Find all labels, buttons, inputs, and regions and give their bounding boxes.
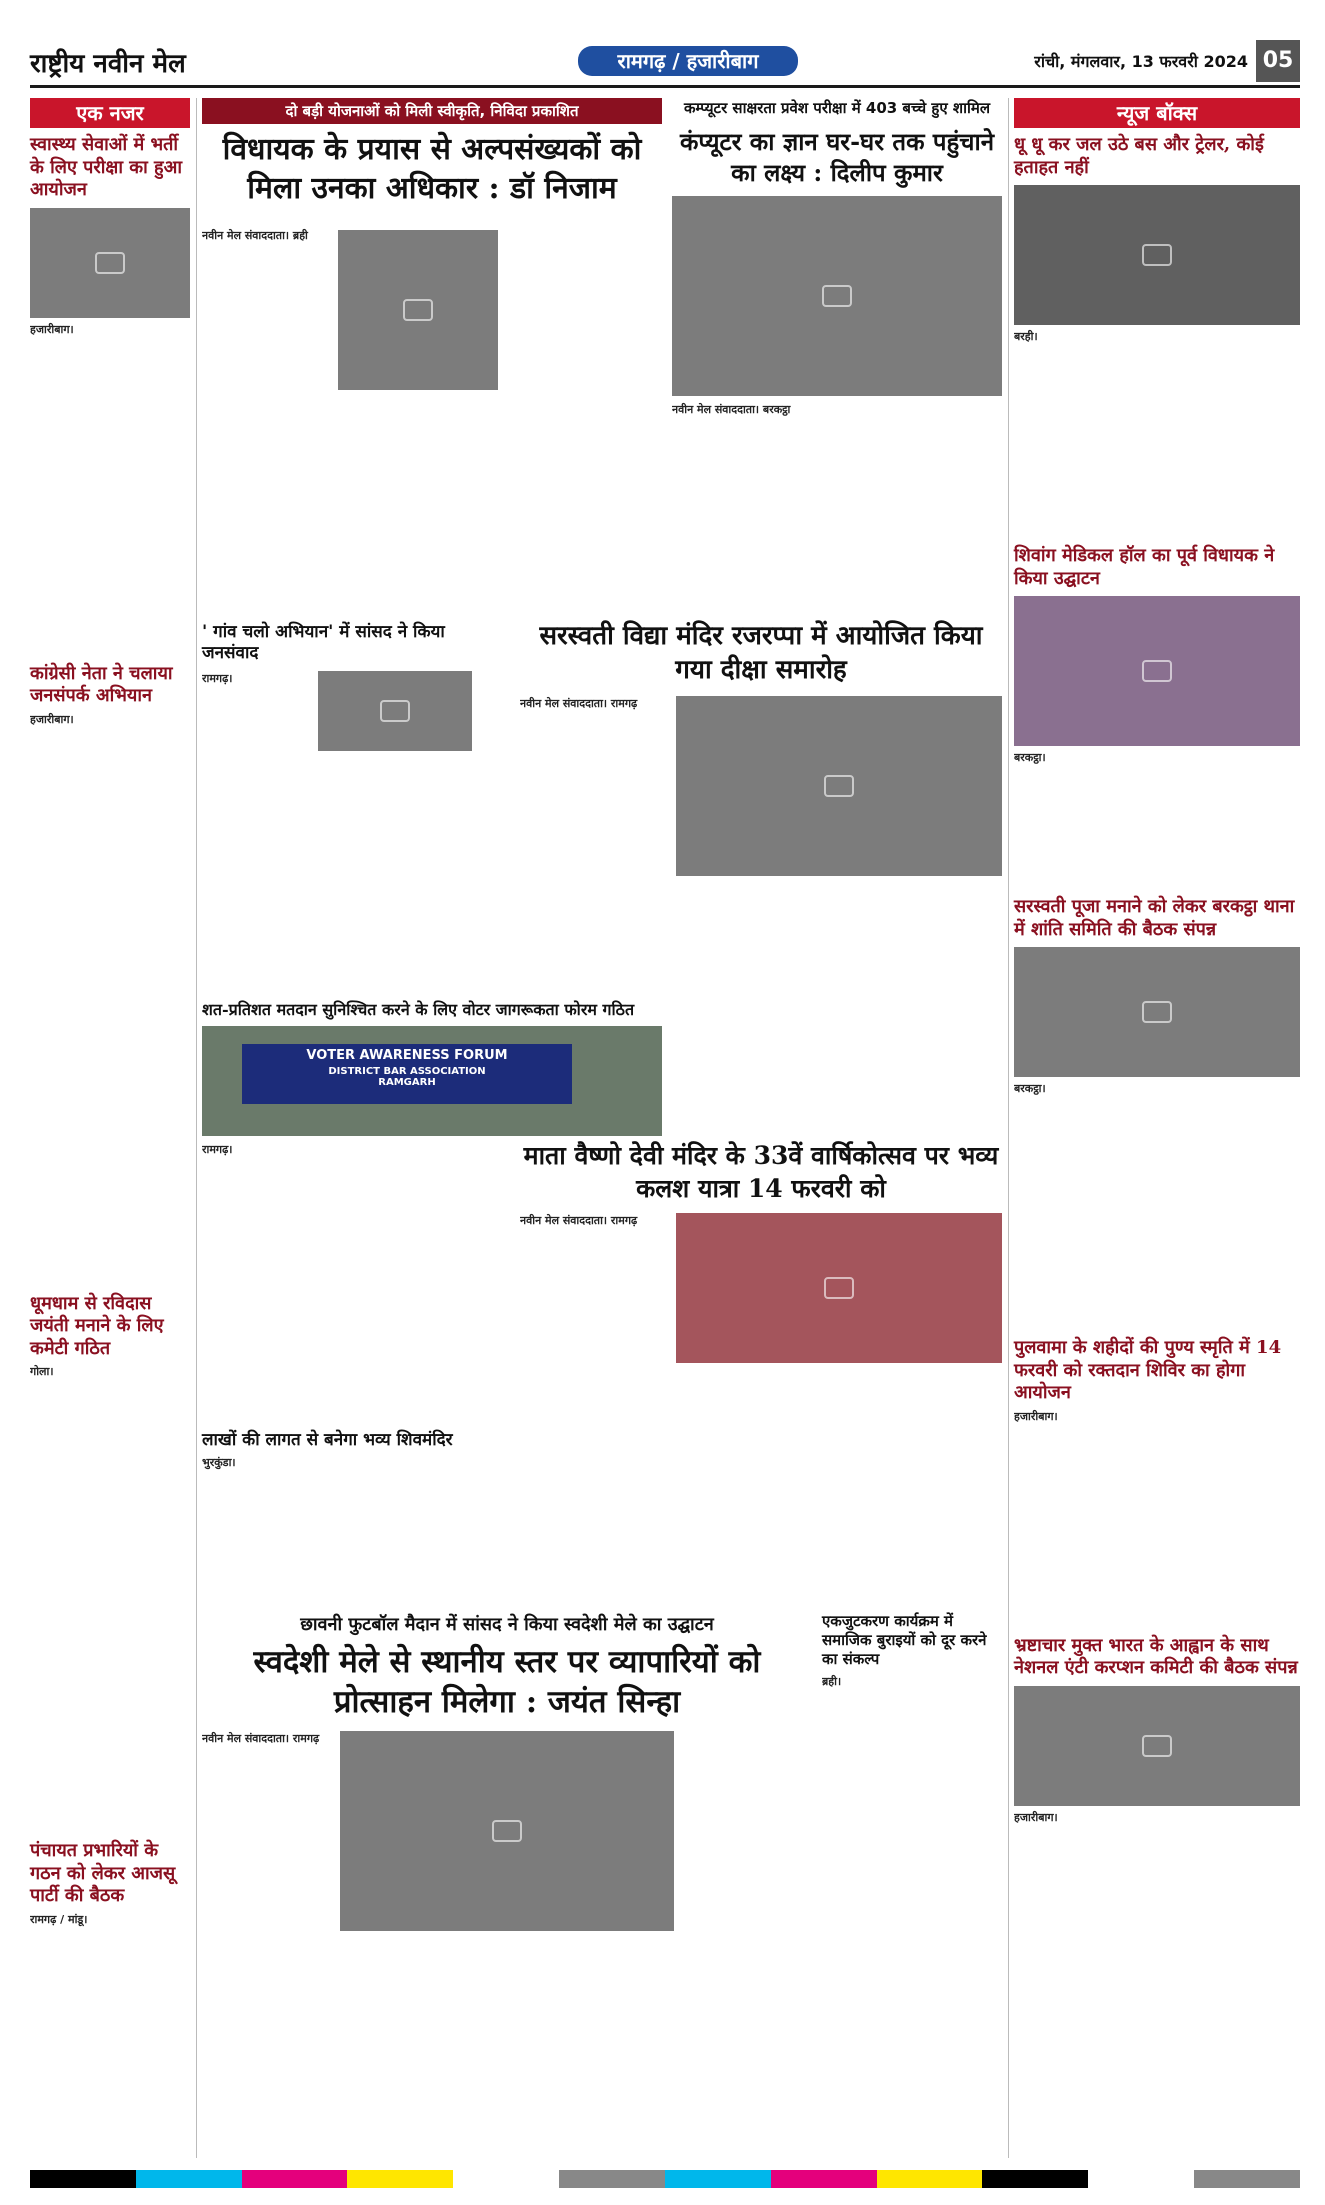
vaishno-body-1: नवीन मेल संवाददाता। रामगढ़ — [520, 1214, 638, 1227]
swadeshi-headline: स्वदेशी मेले से स्थानीय स्तर पर व्यापारियों को प्रोत्साहन मिलेगा : जयंत सिन्हा — [253, 1644, 761, 1721]
swadeshi-body-3 — [511, 1937, 674, 2131]
left-column — [30, 98, 190, 2158]
vaishno-body-2 — [676, 1369, 836, 1573]
saraswati-body-2 — [676, 882, 836, 1096]
left-story-3-body: गोला। — [30, 1365, 54, 1378]
right-column — [1014, 98, 1300, 2158]
computer-body-1: नवीन मेल संवाददाता। बरकट्ठा — [672, 403, 791, 417]
saraswati-story — [520, 620, 1002, 1130]
swadeshi-body-1: नवीन मेल संवाददाता। रामगढ़ — [202, 1731, 320, 1745]
swadeshi-kicker: छावनी फुटबॉल मैदान में सांसद ने किया स्वदेशी मेले का उद्घाटन — [300, 1614, 714, 1635]
vaishno-story — [520, 1140, 1002, 1610]
voter-body: रामगढ़। — [202, 1143, 233, 1156]
issue-dateline: रांची, मंगलवार, 13 फरवरी 2024 — [1034, 52, 1248, 71]
column-divider — [196, 98, 197, 2158]
left-story-2-title: कांग्रेसी नेता ने चलाया जनसंपर्क अभियान — [30, 662, 173, 706]
swadeshi-photo — [340, 1731, 674, 1931]
section-tag: रामगढ़ / हजारीबाग — [578, 46, 798, 76]
right-story-4-title: पुलवामा के शहीदों की पुण्य स्मृति में 14 फरवरी को रक्तदान शिविर का होगा आयोजन — [1014, 1337, 1282, 1403]
image-icon — [492, 1820, 522, 1842]
right-story-1-photo — [1014, 185, 1300, 325]
vaishno-headline: माता वैष्णो देवी मंदिर के 33वें वार्षिकोत्सव पर भव्य कलश यात्रा 14 फरवरी को — [523, 1141, 999, 1203]
left-story-3-title: धूमधाम से रविदास जयंती मनाने के लिए कमेटी गठित — [30, 1292, 164, 1359]
gaon-photo — [318, 671, 472, 751]
ekta-body: ब्रही। — [822, 1675, 842, 1689]
left-story-1-body: हजारीबाग। — [30, 322, 74, 336]
right-story-3-photo — [1014, 947, 1300, 1077]
lead-portrait-photo — [338, 230, 498, 390]
image-icon — [403, 299, 433, 321]
image-icon — [1142, 1001, 1172, 1023]
right-story-5-title: भ्रष्टाचार मुक्त भारत के आह्वान के साथ नेशनल एंटी करप्शन कमिटी की बैठक संपन्न — [1014, 1634, 1298, 1678]
image-icon — [824, 1277, 854, 1299]
ekta-headline: एकजुटकरण कार्यक्रम में समाजिक बुराइयों को दूर करने का संकल्प — [822, 1612, 987, 1668]
masthead — [30, 40, 1300, 88]
computer-headline: कंप्यूटर का ज्ञान घर-घर तक पहुंचाने का लक्ष्य : दिलीप कुमार — [679, 127, 995, 188]
lead-story — [202, 98, 662, 668]
voter-banner: VOTER AWARENESS FORUM DISTRICT BAR ASSOCIATION RAMGARH — [242, 1044, 572, 1104]
computer-body-2 — [841, 402, 1002, 572]
image-icon — [1142, 1735, 1172, 1757]
right-story-2-photo — [1014, 596, 1300, 746]
image-icon — [95, 252, 125, 274]
right-story-5-photo — [1014, 1686, 1300, 1806]
computer-photo — [672, 196, 1002, 396]
page-number: 05 — [1256, 40, 1300, 82]
right-story-1-title: धू धू कर जल उठे बस और ट्रेलर, कोई हताहत नहीं — [1014, 134, 1264, 178]
right-story-4-body: हजारीबाग। — [1014, 1409, 1058, 1423]
left-story-1-title: स्वास्थ्य सेवाओं में भर्ती के लिए परीक्षा का हुआ आयोजन — [30, 134, 182, 200]
brand-name: राष्ट्रीय नवीन मेल — [30, 49, 186, 79]
right-story-5-body: हजारीबाग। — [1014, 1810, 1058, 1824]
computer-story — [672, 98, 1002, 668]
shivmandir-headline: लाखों की लागत से बनेगा भव्य शिवमंदिर — [202, 1430, 453, 1450]
lead-body-3 — [506, 228, 662, 628]
gaon-chalo-story — [202, 622, 472, 882]
right-story-2-body: बरकट्ठा। — [1014, 751, 1046, 764]
image-icon — [1142, 660, 1172, 682]
lead-kicker: दो बड़ी योजनाओं को मिली स्वीकृति, निविदा प्रकाशित — [202, 98, 662, 124]
gaon-headline: ' गांव चलो अभियान' में सांसद ने किया जनसंवाद — [202, 622, 445, 664]
left-story-4-title: पंचायत प्रभारियों के गठन को लेकर आजसू पार्टी की बैठक — [30, 1840, 176, 1906]
left-story-2-body: हजारीबाग। — [30, 712, 74, 726]
image-icon — [1142, 244, 1172, 266]
swadeshi-body-2 — [340, 1937, 503, 2131]
print-registration-bar — [30, 2170, 1300, 2188]
lead-body-2 — [338, 396, 498, 628]
image-icon — [824, 775, 854, 797]
left-story-4-body: रामगढ़ / मांडू। — [30, 1912, 88, 1926]
vaishno-photo — [676, 1213, 1002, 1363]
column-divider — [1008, 98, 1009, 2158]
left-story-1-photo — [30, 208, 190, 318]
right-story-1-body: बरही। — [1014, 330, 1038, 343]
right-story-2-title: शिवांग मेडिकल हॉल का पूर्व विधायक ने किया उद्घाटन — [1014, 545, 1275, 589]
vaishno-body-3 — [842, 1369, 1002, 1573]
lead-headline: विधायक के प्रयास से अल्पसंख्यकों को मिला उनका अधिकार : डॉ निजाम — [222, 132, 642, 206]
swadeshi-story — [202, 1612, 812, 2162]
right-story-3-title: सरस्वती पूजा मनाने को लेकर बरकट्ठा थाना में शांति समिति की बैठक संपन्न — [1014, 896, 1295, 940]
swadeshi-body-4 — [682, 1731, 812, 2131]
saraswati-photo — [676, 696, 1002, 876]
left-column-header: एक नजर — [30, 98, 190, 128]
right-column-header: न्यूज बॉक्स — [1014, 98, 1300, 128]
saraswati-body-1: नवीन मेल संवाददाता। रामगढ़ — [520, 696, 638, 710]
saraswati-body-3 — [842, 882, 1002, 1096]
voter-headline: शत-प्रतिशत मतदान सुनिश्चित करने के लिए वोटर जागरूकता फोरम गठित — [202, 1000, 635, 1019]
shivmandir-body-1: भुरकुंडा। — [202, 1456, 236, 1470]
lead-body-1: नवीन मेल संवाददाता। ब्रही — [202, 229, 308, 242]
image-icon — [380, 700, 410, 722]
computer-kicker: कम्प्यूटर साक्षरता प्रवेश परीक्षा में 403 बच्चे हुए शामिल — [684, 99, 990, 117]
right-story-3-body: बरकट्ठा। — [1014, 1082, 1046, 1095]
image-icon — [822, 285, 852, 307]
ekta-story — [822, 1612, 1002, 2162]
saraswati-headline: सरस्वती विद्या मंदिर रजरप्पा में आयोजित किया गया दीक्षा समारोह — [539, 621, 983, 685]
gaon-body-1: रामगढ़। — [202, 671, 233, 685]
